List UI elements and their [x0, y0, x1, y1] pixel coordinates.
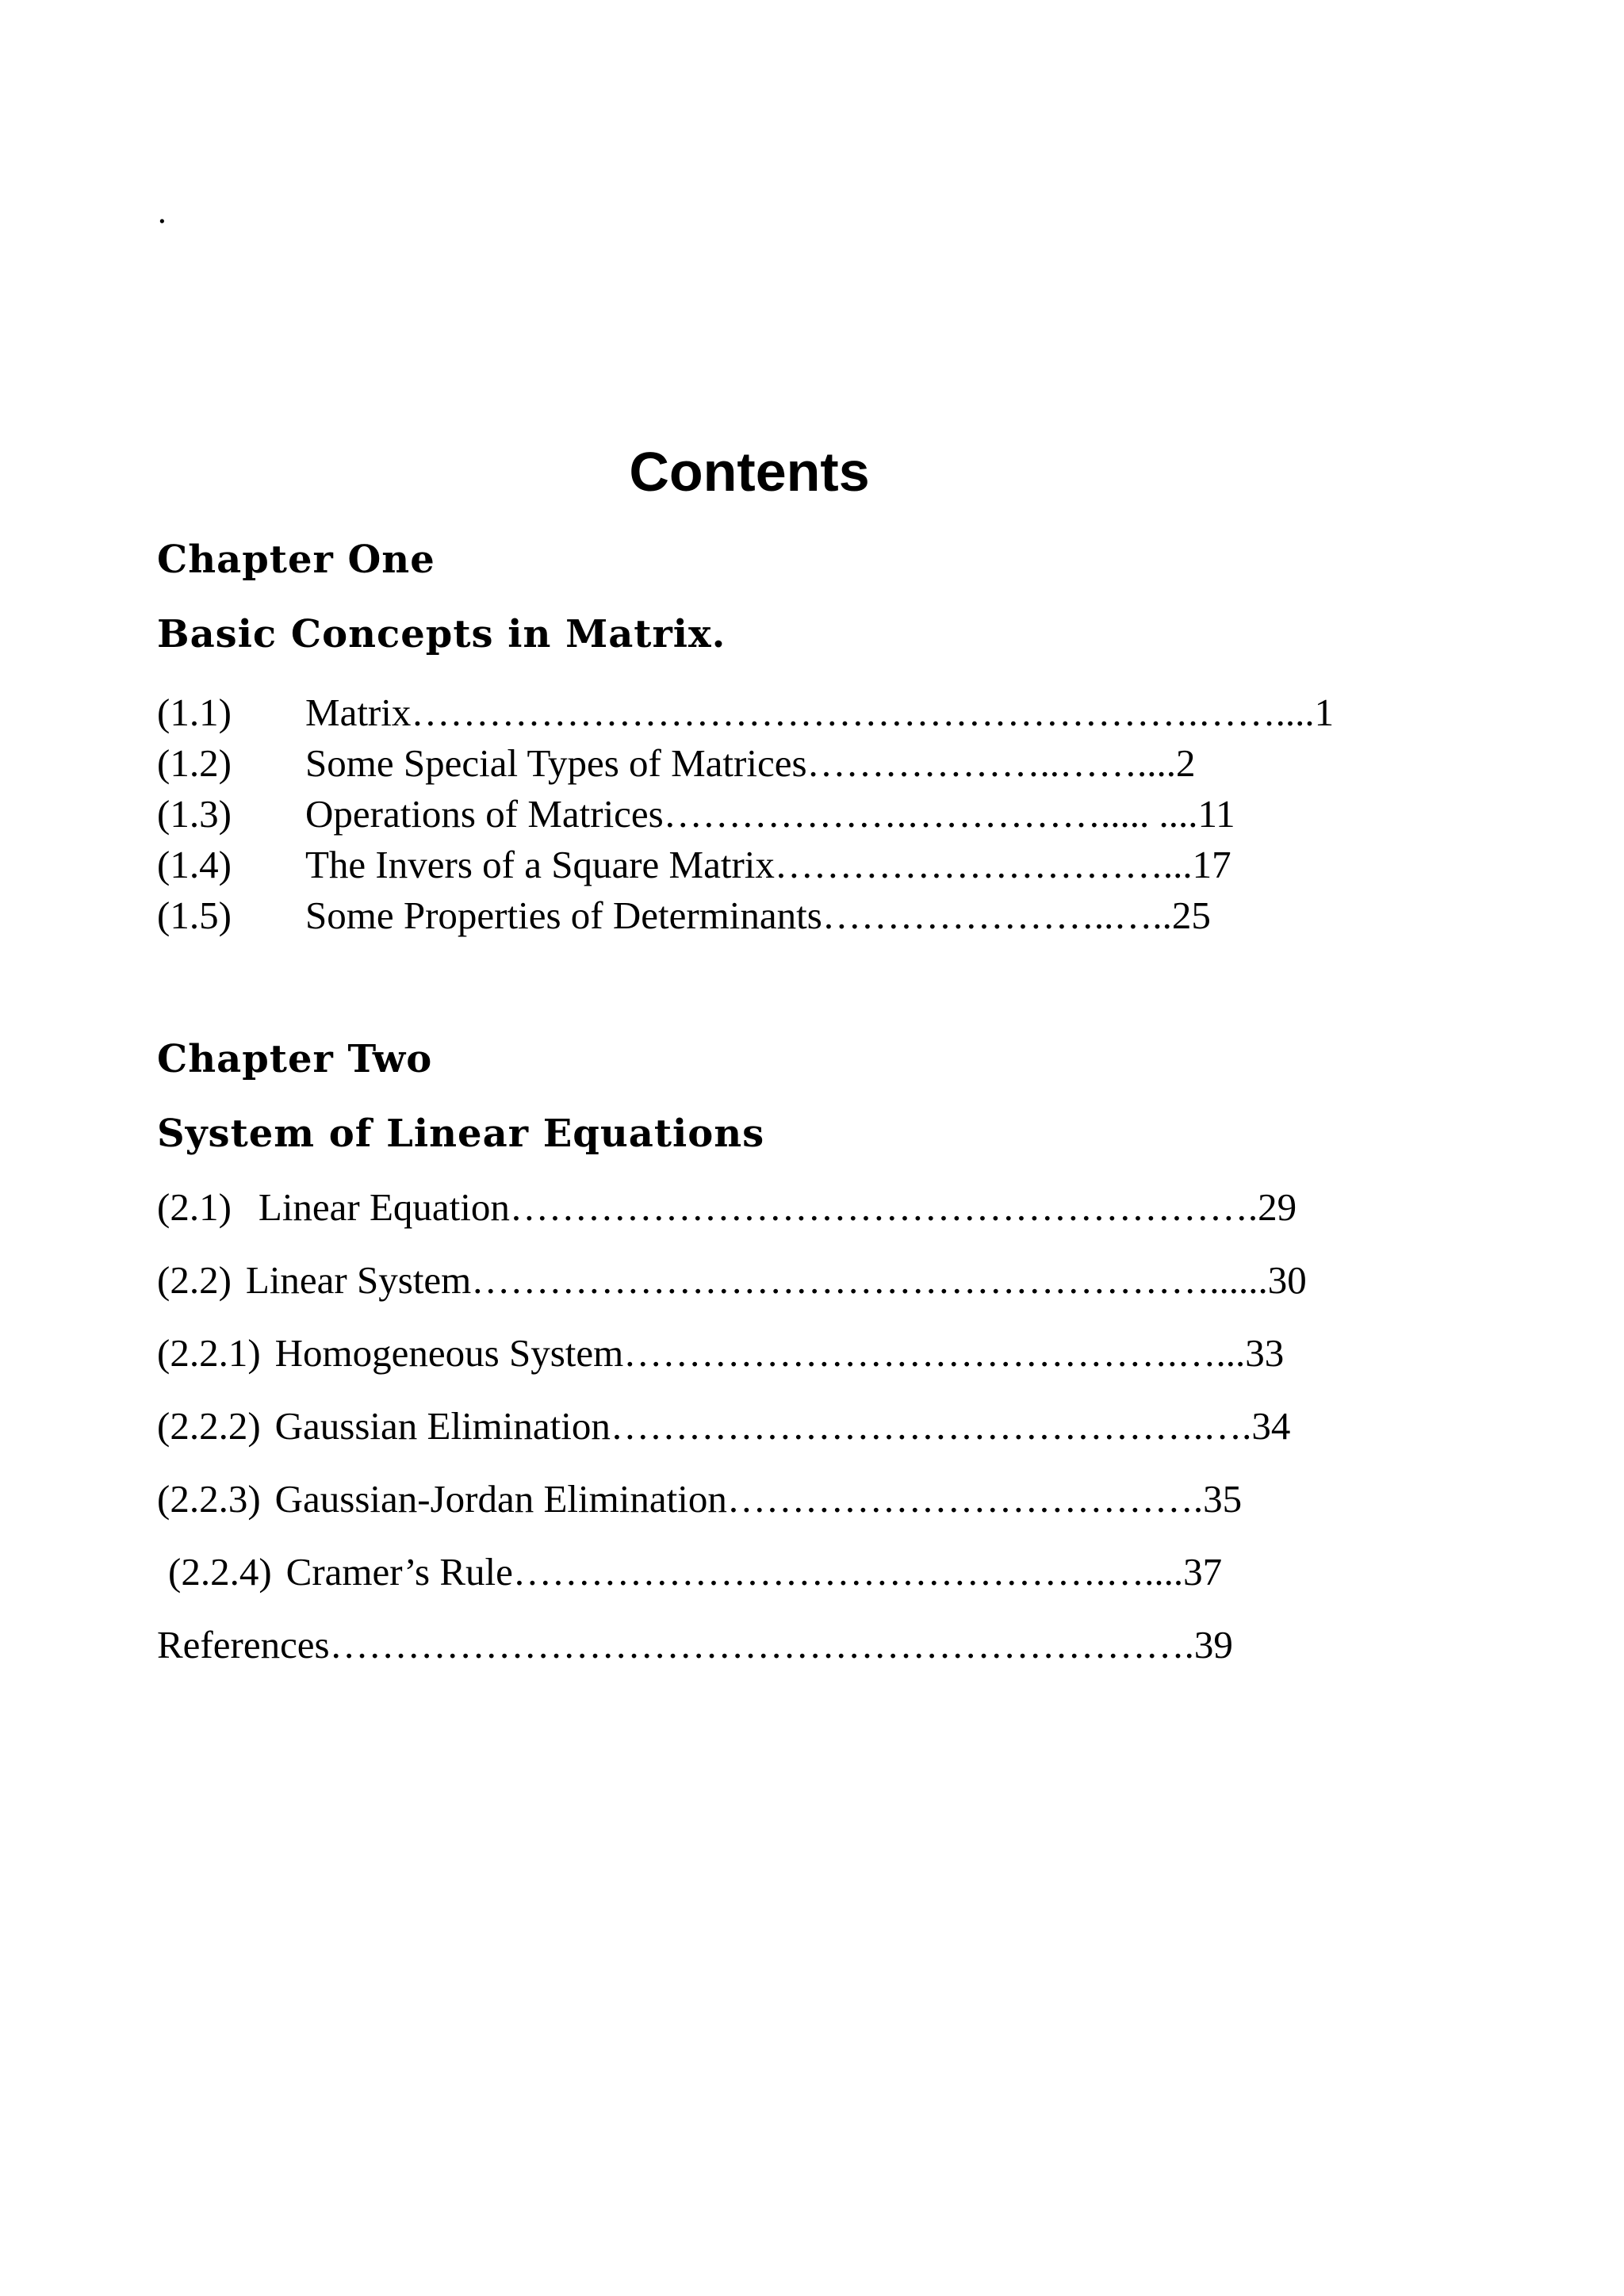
- toc-entry-page: 39: [1193, 1623, 1233, 1667]
- toc-entry-2-2-4[interactable]: [168, 1550, 1320, 1594]
- toc-entry-2-2-1[interactable]: [157, 1331, 1308, 1375]
- toc-entry-title: Gaussian-Jordan Elimination: [274, 1477, 727, 1521]
- chapter-one-heading: Chapter One: [157, 538, 435, 582]
- toc-entry-number: (1.1): [157, 691, 232, 734]
- toc-entry-leader: ……………….……………..... ....: [663, 792, 1198, 836]
- toc-entry-page: 25: [1171, 894, 1211, 937]
- toc-entry-number: (2.2.1): [157, 1331, 261, 1375]
- toc-entry-number: (2.1): [157, 1185, 232, 1229]
- stray-mark: .: [157, 194, 167, 231]
- toc-entry-page: 30: [1267, 1258, 1307, 1302]
- toc-entry-title: Operations of Matrices: [305, 792, 664, 836]
- toc-entry-leader: …………………………………………………......: [471, 1258, 1268, 1302]
- chapter-one-subtitle: Basic Concepts in Matrix.: [157, 612, 726, 656]
- toc-entry-title: Gaussian Elimination: [274, 1404, 611, 1448]
- toc-entry-number: (2.2.4): [168, 1550, 272, 1594]
- toc-entry-2-2[interactable]: [157, 1258, 1308, 1302]
- toc-entry-page: 37: [1183, 1550, 1223, 1594]
- toc-entry-title: Some Special Types of Matrices: [305, 741, 807, 785]
- toc-entry-1-3[interactable]: [157, 792, 1308, 836]
- toc-entry-number: (1.5): [157, 894, 232, 937]
- toc-entry-title: Linear System: [245, 1258, 472, 1302]
- toc-entry-title: Cramer’s Rule: [285, 1550, 513, 1594]
- toc-entry-page: 29: [1258, 1185, 1297, 1229]
- toc-entry-leader: ……………………………………….…....: [512, 1550, 1184, 1594]
- page-title: Contents: [629, 441, 870, 503]
- toc-entry-2-2-3[interactable]: [157, 1477, 1308, 1521]
- toc-entry-page: 11: [1197, 792, 1235, 836]
- toc-entry-leader: ……………………………………….….: [610, 1404, 1252, 1448]
- toc-entry-number: (1.3): [157, 792, 232, 836]
- toc-entry-title: Homogeneous System: [274, 1331, 624, 1375]
- chapter-two-subtitle: System of Linear Equations: [157, 1112, 765, 1156]
- toc-entry-leader: ……………………………….: [726, 1477, 1204, 1521]
- toc-entry-leader: …………………..…..: [822, 894, 1172, 937]
- toc-entry-1-5[interactable]: [157, 896, 1308, 935]
- toc-entry-number: (2.2): [157, 1258, 232, 1302]
- toc-entry-leader: ………………..……....: [806, 741, 1177, 785]
- toc-entry-number: (1.4): [157, 843, 232, 886]
- toc-entry-leader: ………………………………………………………….: [329, 1623, 1194, 1667]
- toc-entry-page: 33: [1245, 1331, 1285, 1375]
- toc-entry-2-1[interactable]: [157, 1185, 1308, 1229]
- toc-entry-leader: …………………………………………………….……....: [411, 691, 1315, 734]
- toc-entry-1-4[interactable]: [157, 845, 1308, 884]
- toc-entry-1-1[interactable]: [157, 691, 1335, 734]
- toc-entry-page: 1: [1314, 691, 1335, 734]
- toc-entry-1-2[interactable]: [157, 741, 1308, 785]
- toc-entry-title: Matrix: [305, 691, 412, 734]
- toc-entry-number: (2.2.3): [157, 1477, 261, 1521]
- toc-entry-2-2-2[interactable]: [157, 1404, 1308, 1448]
- toc-entry-number: (1.2): [157, 741, 232, 785]
- toc-entry-page: 2: [1176, 741, 1196, 785]
- chapter-two-heading: Chapter Two: [157, 1037, 433, 1081]
- toc-entry-leader: ………………………………………………….: [509, 1185, 1258, 1229]
- toc-entry-title: Linear Equation: [258, 1185, 510, 1229]
- toc-entry-page: 34: [1251, 1404, 1291, 1448]
- toc-entry-title: The Invers of a Square Matrix: [305, 843, 775, 886]
- toc-entry-title: References: [157, 1623, 330, 1667]
- toc-entry-page: 17: [1192, 843, 1231, 886]
- toc-entry-leader: …………………………...: [774, 843, 1193, 886]
- toc-entry-title: Some Properties of Determinants: [305, 894, 822, 937]
- toc-entry-leader: …………………………………….…...: [623, 1331, 1246, 1375]
- toc-entry-page: 35: [1203, 1477, 1243, 1521]
- toc-entry-references[interactable]: [157, 1623, 1308, 1667]
- toc-entry-number: (2.2.2): [157, 1404, 261, 1448]
